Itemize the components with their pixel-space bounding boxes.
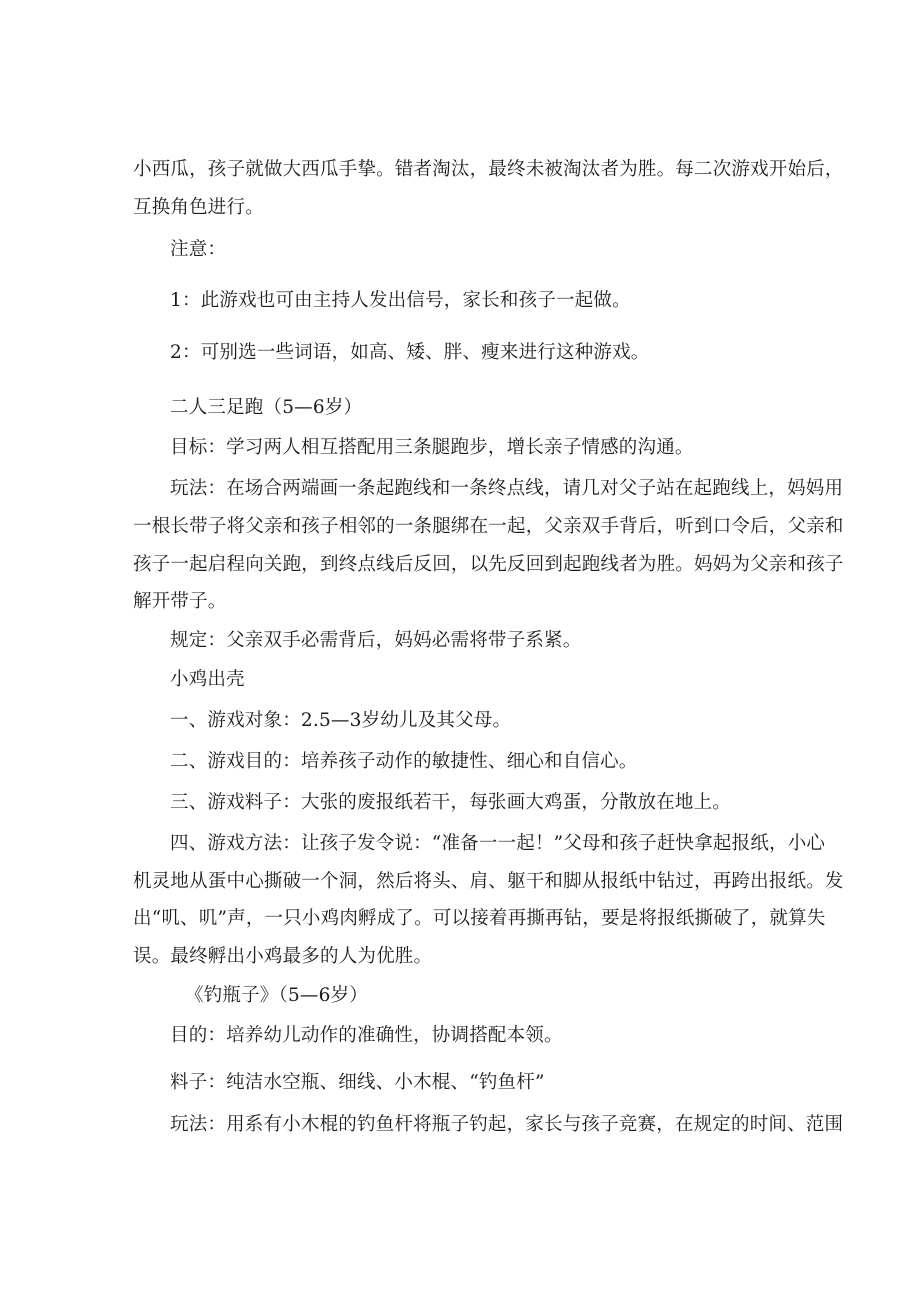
text-line: 规定：父亲双手必需背后，妈妈必需将带子系紧。 <box>170 630 582 651</box>
text-line: 机灵地从蛋中心撕破一个洞，然后将头、肩、躯干和脚从报纸中钻过，再跨出报纸。发 <box>133 871 844 892</box>
text-line: 小西瓜，孩子就做大西瓜手挚。错者淘汰，最终未被淘汰者为胜。每二次游戏开始后， <box>133 159 844 180</box>
list-item: 四、游戏方法：让孩子发令说：“准备一一起！”父母和孩子赶快拿起报纸，小心 <box>170 833 826 854</box>
text-line: 互换角色进行。 <box>133 197 264 218</box>
text-line: 孩子一起启程向关跑，到终点线后反回，以先反回到起跑线者为胜。妈妈为父亲和孩子 <box>133 554 844 575</box>
game-title: 《钓瓶子》（5—6岁） <box>185 985 368 1006</box>
text-line: 玩法：用系有小木棍的钓鱼杆将瓶子钓起，家长与孩子竞赛，在规定的时间、范围 <box>170 1114 844 1135</box>
text-line: 误。最终孵出小鸡最多的人为优胜。 <box>133 946 433 967</box>
game-title: 小鸡出壳 <box>170 669 245 690</box>
text-line: 目的：培养幼儿动作的准确性，协调搭配本领。 <box>170 1025 563 1046</box>
note-item: 2：可别选一些词语，如高、矮、胖、瘦来进行这种游戏。 <box>170 342 650 363</box>
section-label: 注意： <box>170 239 227 260</box>
list-item: 二、游戏目的：培养孩子动作的敏捷性、细心和自信心。 <box>170 751 638 772</box>
text-line: 料子：纯洁水空瓶、细线、小木棍、“钓鱼杆” <box>170 1072 545 1093</box>
list-item: 三、游戏料子：大张的废报纸若干，每张画大鸡蛋，分散放在地上。 <box>170 792 732 813</box>
note-item: 1：此游戏也可由主持人发出信号，家长和孩子一起做。 <box>170 290 631 311</box>
game-title: 二人三足跑（5—6岁） <box>170 397 363 418</box>
text-line: 出“叽、叽”声，一只小鸡肉孵成了。可以接着再撕再钻，要是将报纸撕破了，就算失 <box>133 908 826 929</box>
text-line: 目标：学习两人相互搭配用三条腿跑步，增长亲子情感的沟通。 <box>170 437 694 458</box>
text-line: 玩法：在场合两端画一条起跑线和一条终点线，请几对父子站在起跑线上，妈妈用 <box>170 478 844 499</box>
text-line: 一根长带子将父亲和孩子相邻的一条腿绑在一起，父亲双手背后，听到口令后，父亲和 <box>133 516 844 537</box>
text-line: 解开带子。 <box>133 591 227 612</box>
list-item: 一、游戏对象：2.5—3岁幼儿及其父母。 <box>170 710 512 731</box>
